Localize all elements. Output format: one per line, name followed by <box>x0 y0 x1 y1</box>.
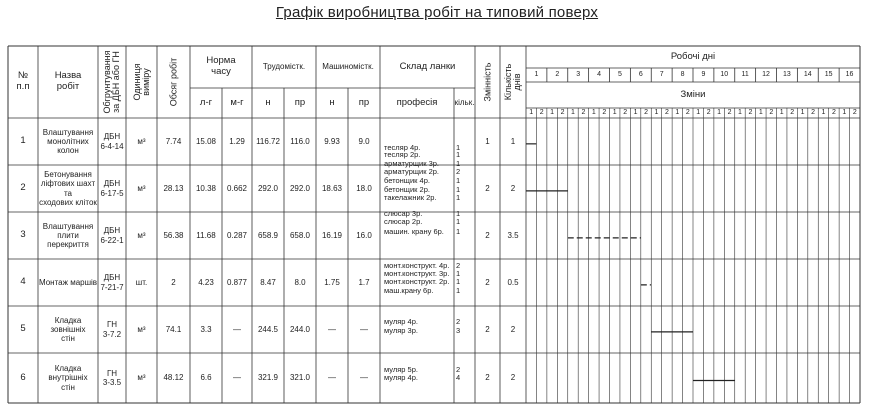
gantt-day-9: 9 <box>701 70 706 78</box>
crew-profession: тесляр 4р. <box>384 143 421 152</box>
crew-profession: машин. крану 6р. <box>384 227 444 236</box>
row-days: 1 <box>510 136 516 146</box>
gantt-day-7: 7 <box>659 70 664 78</box>
crew-count: 1 <box>456 193 461 202</box>
crew-count: 1 <box>456 269 461 278</box>
gantt-day-8: 8 <box>680 70 685 78</box>
gantt-shift-num: 1 <box>717 108 722 116</box>
crew-profession: слюсар 2р. <box>384 217 423 226</box>
row-name: Влаштування плити перекриття <box>42 221 94 250</box>
row-labor-n: 116.72 <box>256 136 280 146</box>
gantt-shift-num: 2 <box>706 108 711 116</box>
row-shifts: 2 <box>485 324 490 334</box>
row-unit: м³ <box>137 136 146 146</box>
gantt-day-6: 6 <box>638 70 643 78</box>
header-shifts: Змінність <box>482 62 492 102</box>
gantt-shift-num: 1 <box>696 108 701 116</box>
header-labor-n: н <box>265 96 271 108</box>
row-machine-n: 1.75 <box>324 277 340 287</box>
row-labor-pr: 292.0 <box>289 183 311 193</box>
gantt-shift-num: 1 <box>550 108 555 116</box>
row-mg: 0.877 <box>226 277 248 287</box>
row-num: 3 <box>20 229 26 241</box>
row-unit: шт. <box>135 277 148 287</box>
row-labor-n: 292.0 <box>257 183 279 193</box>
row-mg: 0.662 <box>226 183 248 193</box>
crew-profession: маш.крану 6р. <box>384 286 434 295</box>
gantt-shift-num: 2 <box>623 108 628 116</box>
row-num: 1 <box>20 135 26 147</box>
row-machine-pr: 9.0 <box>358 136 370 146</box>
row-unit: м³ <box>137 230 146 240</box>
header-norm-source: Обгрунтування за ДБН або ГН <box>102 50 121 114</box>
crew-count: 1 <box>456 143 461 152</box>
gantt-shift-num: 2 <box>539 108 544 116</box>
row-norm: ДБН 6-17-5 <box>100 179 124 198</box>
row-machine-n: — <box>328 373 336 383</box>
header-time-norm-lg: л-г <box>199 96 213 108</box>
gantt-shift-num: 2 <box>811 108 815 116</box>
header-machine-n: н <box>329 96 335 108</box>
header-name: Назва робіт <box>54 70 82 92</box>
row-days: 2 <box>510 324 516 334</box>
gantt-shift-num: 2 <box>748 108 753 116</box>
row-labor-pr: 8.0 <box>294 277 306 287</box>
crew-count: 4 <box>456 373 461 382</box>
crew-count: 1 <box>456 286 461 295</box>
row-volume: 7.74 <box>165 136 182 146</box>
row-days: 3.5 <box>507 230 519 240</box>
crew-count: 2 <box>456 261 461 270</box>
row-lg: 6.6 <box>200 373 212 383</box>
row-labor-pr: 244.0 <box>289 324 311 334</box>
crew-profession: муляр 5р. <box>384 365 418 374</box>
header-work-days: Робочі дні <box>670 50 716 62</box>
row-num: 6 <box>20 371 26 383</box>
crew-profession: такелажник 2р. <box>384 193 437 202</box>
row-labor-pr: 321.0 <box>289 373 311 383</box>
crew-profession: арматурщик 2р. <box>384 167 440 176</box>
row-shifts: 2 <box>485 277 490 287</box>
gantt-shift-num: 1 <box>571 108 575 116</box>
row-machine-pr: — <box>360 373 368 383</box>
gantt-day-14: 14 <box>803 70 812 78</box>
row-norm: ДБН 6-22-1 <box>100 226 124 245</box>
row-unit: м³ <box>137 373 146 383</box>
gantt-day-16: 16 <box>845 70 854 78</box>
row-machine-pr: 1.7 <box>358 277 370 287</box>
crew-count: 1 <box>456 227 461 236</box>
crew-profession: монт.конструкт. 4р. <box>384 261 450 270</box>
crew-profession: слюсар 3р. <box>384 209 423 218</box>
row-volume: 2 <box>171 277 176 287</box>
crew-profession: бетонщик 2р. <box>384 185 430 194</box>
header-labor: Трудомістк. <box>262 62 306 72</box>
gantt-shift-num: 1 <box>675 108 680 116</box>
row-shifts: 1 <box>485 136 490 146</box>
row-lg: 15.08 <box>195 136 217 146</box>
crew-profession: муляр 4р. <box>384 317 418 326</box>
header-days-count: Кількість днів <box>503 63 522 101</box>
row-mg: 1.29 <box>229 136 245 146</box>
gantt-shift-num: 2 <box>664 108 669 116</box>
header-volume: Обсяг робіт <box>168 57 178 107</box>
crew-profession: тесляр 2р. <box>384 150 421 159</box>
gantt-shift-num: 1 <box>758 108 763 116</box>
row-norm: ГН 3-7.2 <box>102 320 122 339</box>
gantt-shift-num: 1 <box>591 108 596 116</box>
crew-count: 3 <box>456 326 461 335</box>
crew-count: 2 <box>456 317 461 326</box>
gantt-shift-num: 1 <box>654 108 659 116</box>
crew-count: 1 <box>456 159 461 168</box>
header-machine-pr: пр <box>358 96 370 108</box>
gantt-shift-num: 1 <box>738 108 742 116</box>
row-norm: ДБН 6-4-14 <box>100 132 124 151</box>
gantt-shift-num: 1 <box>842 108 847 116</box>
row-num: 4 <box>20 276 26 288</box>
crew-profession: муляр 4р. <box>384 373 418 382</box>
row-lg: 4.23 <box>198 277 214 287</box>
row-name: Кладка зовнішніх стін <box>50 315 86 344</box>
row-norm: ГН 3-3.5 <box>102 368 122 387</box>
row-unit: м³ <box>137 324 146 334</box>
header-crew-profession: професія <box>396 96 438 108</box>
gantt-shift-num: 2 <box>831 108 836 116</box>
row-lg: 3.3 <box>200 324 212 334</box>
row-labor-pr: 116.0 <box>290 136 310 146</box>
gantt-day-2: 2 <box>555 70 560 78</box>
gantt-shift-num: 2 <box>790 108 795 116</box>
header-num: № п.п <box>16 70 30 92</box>
gantt-shift-num: 2 <box>727 108 732 116</box>
gantt-shift-num: 1 <box>800 108 805 116</box>
row-lg: 11.68 <box>196 230 216 240</box>
gantt-day-13: 13 <box>783 70 791 78</box>
row-shifts: 2 <box>485 183 490 193</box>
crew-profession: муляр 3р. <box>384 326 418 335</box>
gantt-day-11: 11 <box>741 70 749 78</box>
row-shifts: 2 <box>485 373 490 383</box>
row-machine-n: — <box>328 324 336 334</box>
row-machine-pr: 18.0 <box>356 183 372 193</box>
row-machine-pr: — <box>360 324 368 334</box>
gantt-shift-num: 2 <box>560 108 565 116</box>
row-days: 2 <box>510 373 516 383</box>
header-crew: Склад ланки <box>399 60 456 72</box>
row-machine-n: 9.93 <box>324 136 340 146</box>
gantt-shift-num: 2 <box>581 108 586 116</box>
row-mg: — <box>233 324 241 334</box>
row-mg: — <box>233 373 241 383</box>
crew-profession: бетонщик 4р. <box>384 176 430 185</box>
crew-count: 1 <box>456 185 461 194</box>
header-time-norm-mg: м-г <box>230 96 244 108</box>
crew-count: 1 <box>456 176 461 185</box>
row-machine-pr: 16.0 <box>356 230 372 240</box>
row-days: 0.5 <box>507 277 519 287</box>
gantt-shift-num: 2 <box>852 108 857 116</box>
header-crew-count: кільк. <box>454 98 475 108</box>
row-machine-n: 18.63 <box>321 183 343 193</box>
row-labor-n: 244.5 <box>257 324 279 334</box>
row-mg: 0.287 <box>226 230 248 240</box>
row-labor-n: 8.47 <box>260 277 276 287</box>
crew-count: 1 <box>456 217 461 226</box>
gantt-shift-num: 2 <box>644 108 648 116</box>
row-volume: 48.12 <box>163 373 184 383</box>
row-norm: ДБН 7-21-7 <box>100 273 124 292</box>
page-title: Графік виробництва робіт на типовий поверх <box>275 4 599 21</box>
row-unit: м³ <box>137 183 146 193</box>
row-name: Бетонування ліфтових шахт та сходових кліток <box>39 170 97 207</box>
crew-count: 2 <box>456 365 461 374</box>
crew-count: 1 <box>456 277 461 286</box>
row-num: 5 <box>20 323 26 335</box>
gantt-day-5: 5 <box>617 70 622 78</box>
row-name: Влаштування монолітних колон <box>42 127 94 156</box>
crew-profession: арматурщик 3р. <box>384 159 440 168</box>
row-machine-n: 16.19 <box>321 230 343 240</box>
gantt-shift-num: 2 <box>685 108 690 116</box>
gantt-day-12: 12 <box>762 70 770 78</box>
gantt-day-3: 3 <box>576 70 581 78</box>
gantt-shift-num: 1 <box>633 108 638 116</box>
gantt-day-10: 10 <box>720 70 729 78</box>
gantt-shift-num: 2 <box>769 108 774 116</box>
row-days: 2 <box>510 183 516 193</box>
row-name: Кладка внутрішніх стін <box>48 364 88 392</box>
gantt-day-4: 4 <box>597 70 602 78</box>
row-num: 2 <box>20 182 26 194</box>
header-labor-pr: пр <box>294 96 306 108</box>
row-volume: 28.13 <box>163 183 184 193</box>
crew-count: 1 <box>456 209 461 218</box>
row-labor-pr: 658.0 <box>289 230 311 240</box>
header-time-norm: Норма часу <box>206 55 236 77</box>
header-unit: Одиниця вимiру <box>131 63 151 101</box>
gantt-shift-num: 1 <box>612 108 617 116</box>
row-labor-n: 658.9 <box>257 230 279 240</box>
row-lg: 10.38 <box>195 183 217 193</box>
gantt-shift-num: 1 <box>821 108 826 116</box>
row-shifts: 2 <box>485 230 490 240</box>
row-name: Монтаж маршів <box>38 277 98 287</box>
row-volume: 74.1 <box>165 324 182 334</box>
gantt-shift-num: 2 <box>602 108 607 116</box>
gantt-day-15: 15 <box>824 70 833 78</box>
gantt-shift-num: 1 <box>779 108 784 116</box>
row-volume: 56.38 <box>163 230 184 240</box>
crew-count: 2 <box>456 167 461 176</box>
crew-profession: монт.конструкт. 2р. <box>384 277 450 286</box>
gantt-day-1: 1 <box>534 70 539 78</box>
gantt-shift-num: 1 <box>529 108 534 116</box>
crew-profession: монт.конструкт. 3р. <box>384 269 450 278</box>
row-labor-n: 321.9 <box>257 373 279 383</box>
crew-count: 1 <box>456 150 461 159</box>
header-shift-label: Зміни <box>680 88 706 100</box>
header-machine: Машиномістк. <box>322 62 374 72</box>
